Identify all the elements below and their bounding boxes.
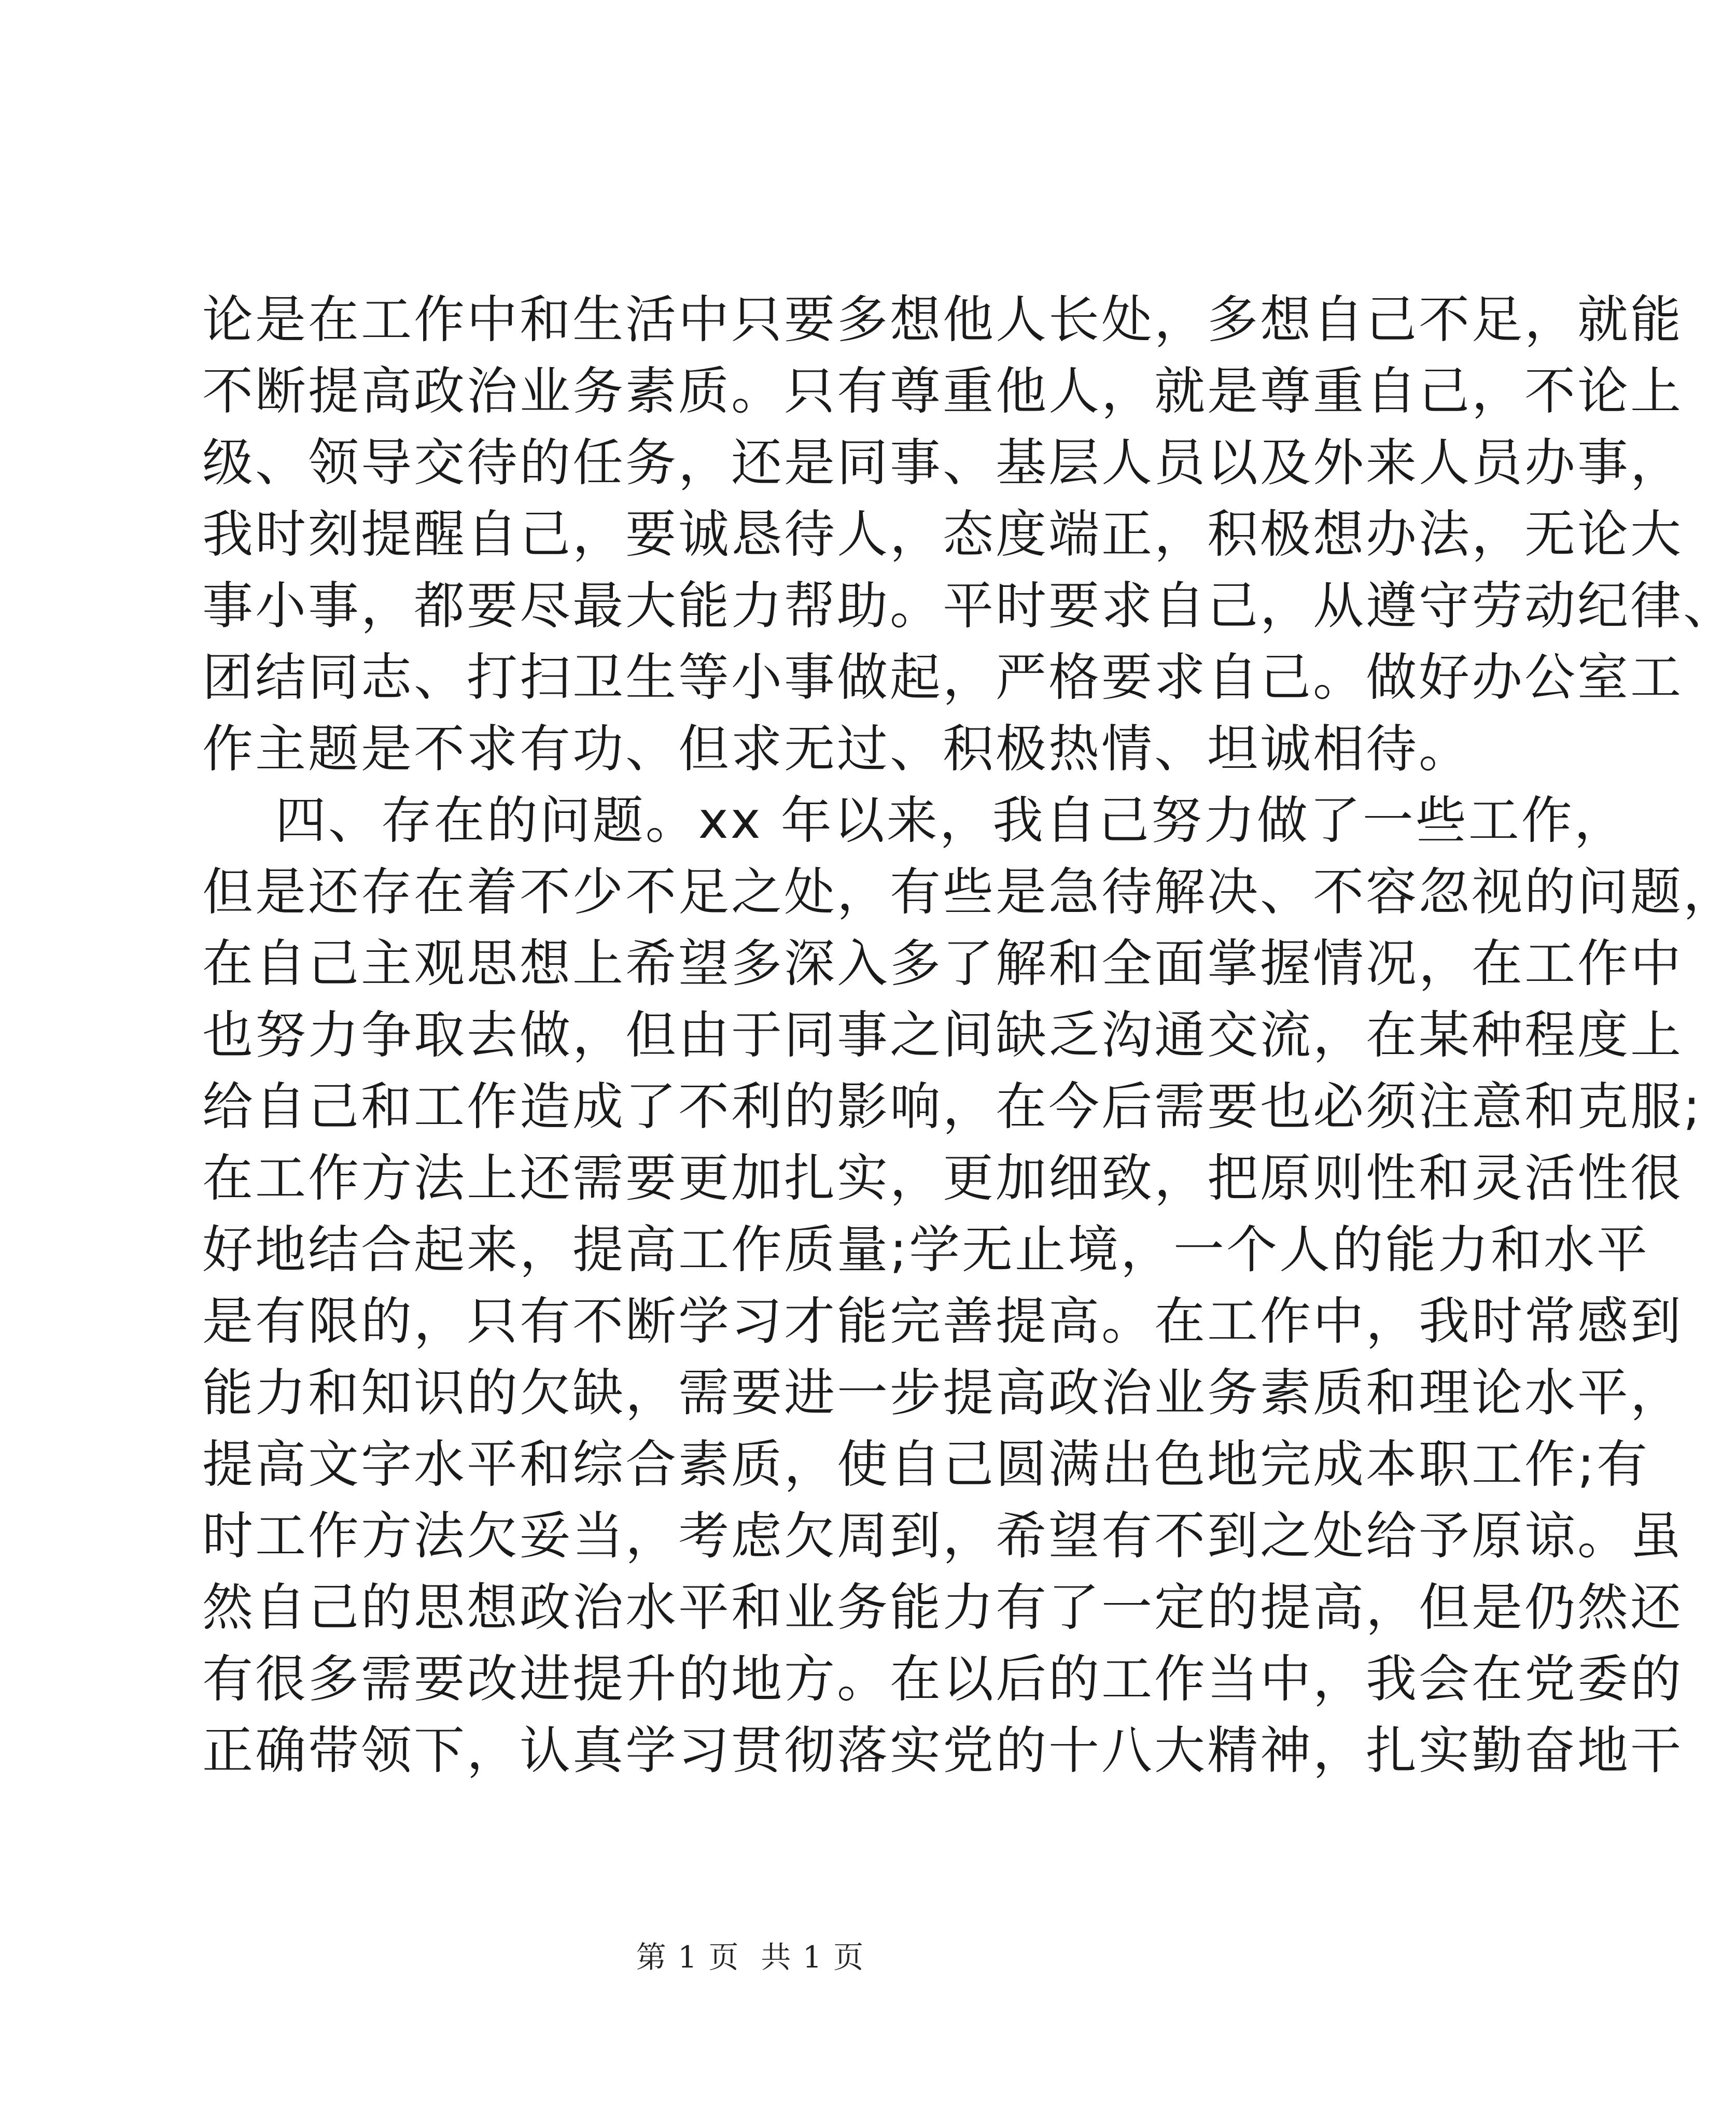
- text-line: 正确带领下，认真学习贯彻落实党的十八大精神，扎实勤奋地干: [202, 1721, 1684, 1780]
- text-line: 在工作方法上还需要更加扎实，更加细致，把原则性和灵活性很: [202, 1149, 1684, 1208]
- text-line: 有很多需要改进提升的地方。在以后的工作当中，我会在党委的: [202, 1650, 1684, 1709]
- text-line: 是有限的，只有不断学习才能完善提高。在工作中，我时常感到: [202, 1292, 1684, 1351]
- text-line: 我时刻提醒自己，要诚恳待人，态度端正，积极想办法，无论大: [202, 505, 1684, 564]
- text-line: 不断提高政治业务素质。只有尊重他人，就是尊重自己，不论上: [202, 362, 1684, 421]
- text-line: 给自己和工作造成了不利的影响，在今后需要也必须注意和克服;: [202, 1077, 1703, 1136]
- page-number-footer: 第 1 页 共 1 页: [636, 1940, 865, 1975]
- text-line: 团结同志、打扫卫生等小事做起，严格要求自己。做好办公室工: [202, 648, 1684, 707]
- text-line: 作主题是不求有功、但求无过、积极热情、坦诚相待。: [202, 720, 1472, 779]
- text-line: 但是还存在着不少不足之处，有些是急待解决、不容忽视的问题，: [202, 863, 1736, 922]
- text-line: 四、存在的问题。xx 年以来，我自己努力做了一些工作，: [202, 791, 1627, 850]
- text-line: 时工作方法欠妥当，考虑欠周到，希望有不到之处给予原谅。虽: [202, 1507, 1684, 1566]
- text-line: 论是在工作中和生活中只要多想他人长处，多想自己不足，就能: [202, 290, 1684, 349]
- text-line: 提高文字水平和综合素质，使自己圆满出色地完成本职工作;有: [202, 1435, 1650, 1494]
- text-line: 也努力争取去做，但由于同事之间缺乏沟通交流，在某种程度上: [202, 1006, 1684, 1065]
- text-line: 能力和知识的欠缺，需要进一步提高政治业务素质和理论水平，: [202, 1364, 1684, 1423]
- text-line: 事小事，都要尽最大能力帮助。平时要求自己，从遵守劳动纪律、: [202, 577, 1736, 636]
- text-line: 级、领导交待的任务，还是同事、基层人员以及外来人员办事，: [202, 433, 1684, 493]
- text-line: 好地结合起来，提高工作质量;学无止境，一个人的能力和水平: [202, 1220, 1650, 1280]
- body-text: [202, 284, 1736, 1787]
- text-line: 然自己的思想政治水平和业务能力有了一定的提高，但是仍然还: [202, 1578, 1684, 1637]
- text-line: 在自己主观思想上希望多深入多了解和全面掌握情况，在工作中: [202, 934, 1684, 993]
